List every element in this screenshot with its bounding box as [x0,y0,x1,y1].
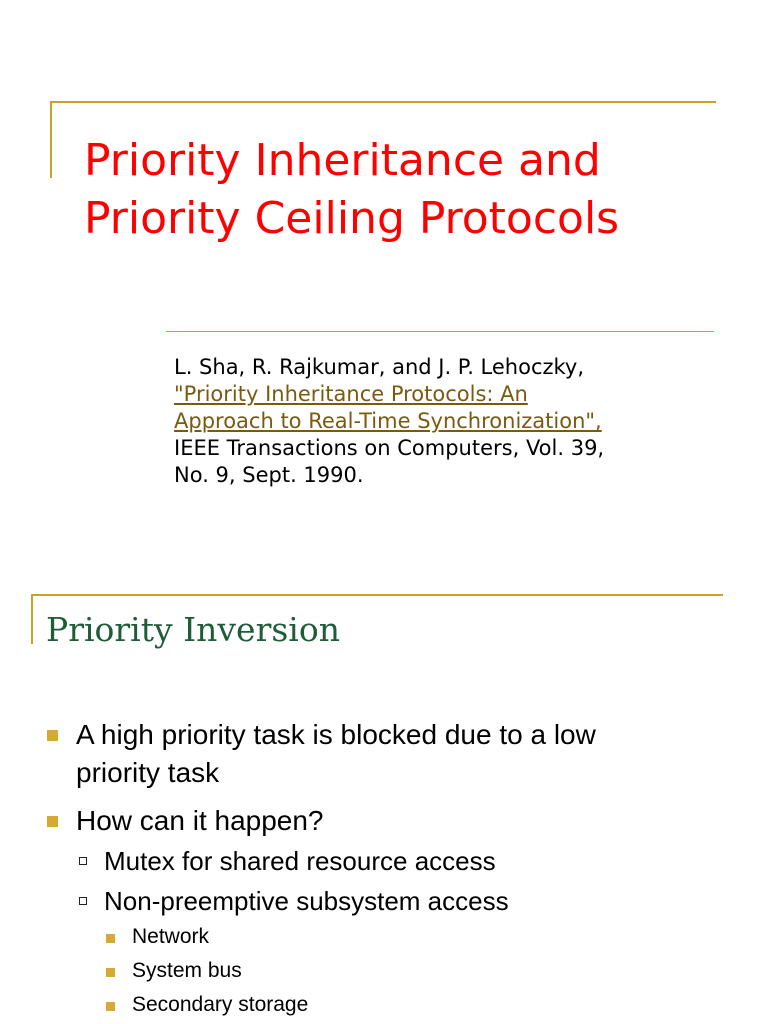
citation-venue-line-1: IEEE Transactions on Computers, Vol. 39, [174,436,605,460]
title-frame-left-rule [31,594,33,644]
paper-link-line-1[interactable]: "Priority Inheritance Protocols: An [174,382,528,406]
list-item-text: Non-preemptive subsystem access [104,886,509,916]
hollow-square-bullet-icon [79,857,87,865]
citation-venue-line-2: No. 9, Sept. 1990. [174,463,364,487]
list-item-text: System bus [132,959,242,982]
sub-list-item [104,884,509,918]
list-item-text: Network [132,925,210,948]
square-bullet-icon [106,934,115,943]
citation-block [174,354,734,489]
list-item-text: How can it happen? [76,805,324,836]
slide-1-title-line-1: Priority Inheritance and [84,135,601,186]
square-bullet-icon [47,730,58,741]
list-item-text: Mutex for shared resource access [104,846,496,876]
title-frame-top-rule [31,594,723,596]
title-frame-left-rule [50,101,52,178]
list-item [76,716,596,754]
list-item-text: Secondary storage [132,993,309,1016]
hollow-square-bullet-icon [79,897,87,905]
slide-1-title-line-2: Priority Ceiling Protocols [84,193,620,244]
sub-sub-list-item [132,991,308,1019]
square-bullet-icon [106,1002,115,1011]
citation-authors: L. Sha, R. Rajkumar, and J. P. Lehoczky, [174,355,585,379]
sub-sub-list-item [132,957,242,985]
list-item-text: A high priority task is blocked due to a low [76,719,596,750]
square-bullet-icon [47,816,58,827]
sub-list-item [104,844,496,878]
list-item [76,802,324,840]
slide-1-title [84,132,744,248]
slide-2-title: Priority Inversion [46,610,340,649]
title-frame-top-rule [50,101,716,103]
square-bullet-icon [106,968,115,977]
list-item-continuation [76,754,219,792]
list-item-text: priority task [76,757,220,788]
citation-divider [166,331,714,332]
paper-link-line-2[interactable]: Approach to Real-Time Synchronization", [174,409,602,433]
sub-sub-list-item [132,923,209,951]
paper-link[interactable] [174,381,734,408]
paper-link-continued[interactable] [174,408,734,435]
